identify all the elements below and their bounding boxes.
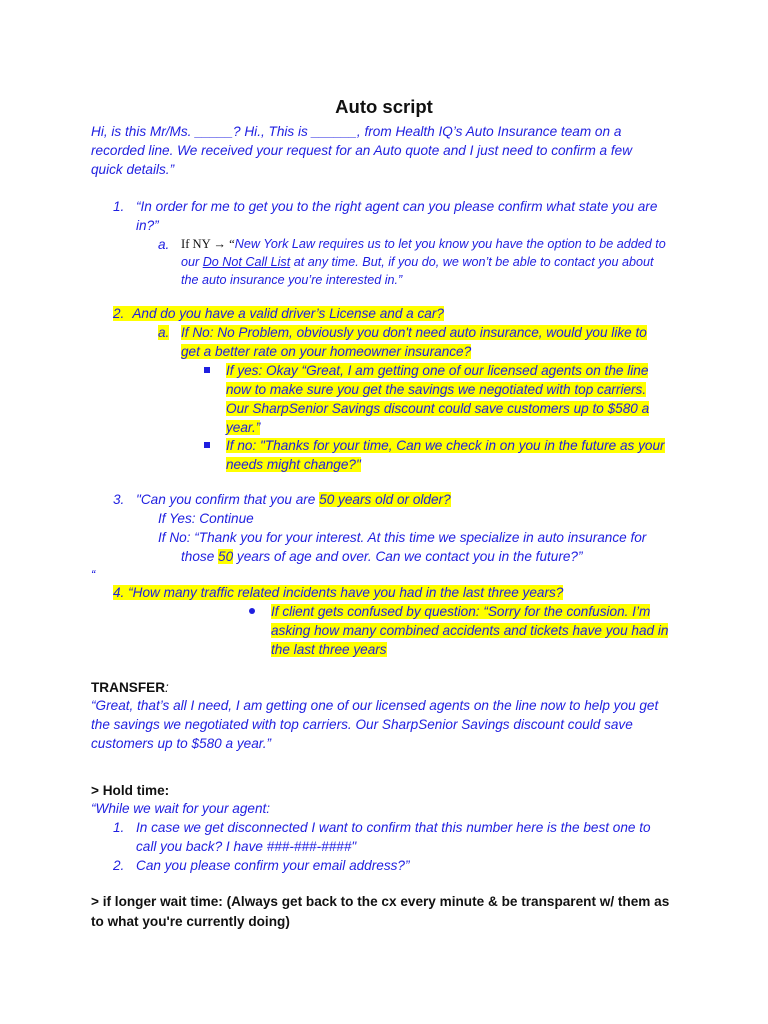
q3-text: "Can you confirm that you are	[136, 492, 320, 507]
intro-line-1: Hi, is this Mr/Ms. _____? Hi., This is ______, from Health IQ’s Auto Insurance team on a	[91, 124, 622, 139]
q3-highlight: 50 years old or older?	[319, 492, 451, 507]
transfer-line-2: the savings we negotiated with top carriers. Our SharpSenior Savings discount could save	[91, 717, 633, 732]
longer-wait-line-1: > if longer wait time: (Always get back to the cx every minute & be transparent w/ them as	[91, 894, 670, 909]
transfer-label: TRANSFER	[91, 680, 166, 695]
q2-a-line-2	[181, 342, 471, 361]
round-bullet-icon	[249, 608, 255, 614]
hold-item-2-number: 2.	[113, 858, 125, 873]
q1-a-line-1	[181, 235, 666, 253]
q2-number: 2.	[113, 306, 125, 321]
intro-line-3: quick details.”	[91, 162, 175, 177]
q2-yes-line-1-text: If yes: Okay “Great, I am getting one of our licensed agents on the line	[226, 363, 649, 378]
q3-yes: If Yes: Continue	[158, 511, 254, 526]
q2-no-line-2-text: needs might change?"	[226, 457, 361, 472]
stray-quote: “	[91, 568, 96, 582]
do-not-call-list-link[interactable]: Do Not Call List	[202, 255, 291, 269]
square-bullet-icon	[204, 367, 210, 373]
q3-no-line-2-highlight: 50	[218, 549, 234, 564]
q3-no-line-2	[181, 547, 583, 566]
hold-intro: “While we wait for your agent:	[91, 801, 271, 816]
q3-number: 3.	[113, 492, 125, 507]
q2-yes-line-1	[226, 361, 648, 380]
q3-no-line-1: If No: “Thank you for your interest. At this time we specialize in auto insurance for	[158, 530, 647, 545]
hold-item-1-line-1: In case we get disconnected I want to confirm that this number here is the best one to	[136, 820, 651, 835]
q2-a-line-2-text: get a better rate on your homeowner insurance?	[181, 344, 472, 359]
q4-confused-line-1	[271, 602, 650, 621]
q2-no-bullet	[204, 436, 210, 455]
q1-a-line-2-pre: our	[181, 255, 203, 269]
q2-yes-line-3-text: Our SharpSenior Savings discount could save customers up to $580 a	[226, 401, 650, 416]
transfer-line-3: customers up to $580 a year.”	[91, 736, 272, 751]
q2-yes-bullet	[204, 361, 210, 380]
q2-a-marker	[158, 323, 169, 342]
q1-a-text-1: New York Law requires us to let you know you have the option to be added to	[234, 237, 666, 251]
q1-a-prefix: If NY → “	[181, 237, 235, 251]
q2-no-line-1-text: If no: "Thanks for your time, Can we check in on you in the future as your	[226, 438, 665, 453]
q4-confused-line-3-text: the last three years	[271, 642, 387, 657]
q2-yes-line-3	[226, 399, 649, 418]
q4-text: “How many traffic related incidents have you had in the last three years?	[124, 585, 564, 600]
hold-item-2: Can you please confirm your email address?”	[136, 858, 410, 873]
intro-line-2: recorded line. We received your request for an Auto quote and I just need to confirm a few	[91, 143, 633, 158]
q4-confused-line-2	[271, 621, 668, 640]
q1-line-1: “In order for me to get you to the right agent can you please confirm what state you are	[136, 199, 658, 214]
transfer-line-1: “Great, that’s all I need, I am getting one of our licensed agents on the line now to help you get	[91, 698, 659, 713]
q1-number: 1.	[113, 199, 125, 214]
q1-a-line-3: the auto insurance you’re interested in.”	[181, 273, 403, 287]
q1-line-2: in?”	[136, 218, 159, 233]
q2-yes-line-4-text: year.”	[226, 420, 261, 435]
q2-line	[113, 304, 444, 323]
q3-no-line-2-post: years of age and over. Can we contact you in the future?”	[233, 549, 583, 564]
q2-no-line-2	[226, 455, 361, 474]
q4-confused-line-3	[271, 640, 387, 659]
q3-line	[136, 490, 451, 509]
q4-confused-line-1-text: If client gets confused by question: “Sorry for the confusion. I’m	[271, 604, 651, 619]
q2-a-line-1-text: If No: No Problem, obviously you don't need auto insurance, would you like to	[181, 325, 647, 340]
q3-no-line-2-pre: those	[181, 549, 219, 564]
longer-wait-line-2: to what you're currently doing)	[91, 914, 290, 929]
q4-confused-line-2-text: asking how many combined accidents and tickets have you had in	[271, 623, 669, 638]
q2-yes-line-2-text: now to make sure you get the savings we negotiated with top carriers.	[226, 382, 647, 397]
q4-number: 4.	[113, 585, 125, 600]
transfer-heading	[91, 678, 169, 697]
q2-yes-line-2	[226, 380, 646, 399]
q2-text: And do you have a valid driver’s License and a car?	[124, 306, 444, 321]
q4-line	[113, 583, 563, 602]
page-title: Auto script	[335, 96, 433, 117]
q2-yes-line-4	[226, 418, 260, 437]
hold-item-1-number: 1.	[113, 820, 125, 835]
square-bullet-icon	[204, 442, 210, 448]
q4-confused-bullet	[249, 602, 255, 621]
hold-item-1-line-2: call you back? I have ###-###-####"	[136, 839, 357, 854]
transfer-colon: :	[165, 680, 169, 695]
q1-a-line-2	[181, 253, 654, 271]
hold-heading: > Hold time:	[91, 783, 170, 798]
q2-a-line-1	[181, 323, 647, 342]
q2-no-line-1	[226, 436, 665, 455]
q2-a-marker-text: a.	[158, 325, 170, 340]
q1-a-line-2-post: at any time. But, if you do, we won’t be able to contact you about	[290, 255, 654, 269]
q1-a-marker: a.	[158, 237, 170, 252]
